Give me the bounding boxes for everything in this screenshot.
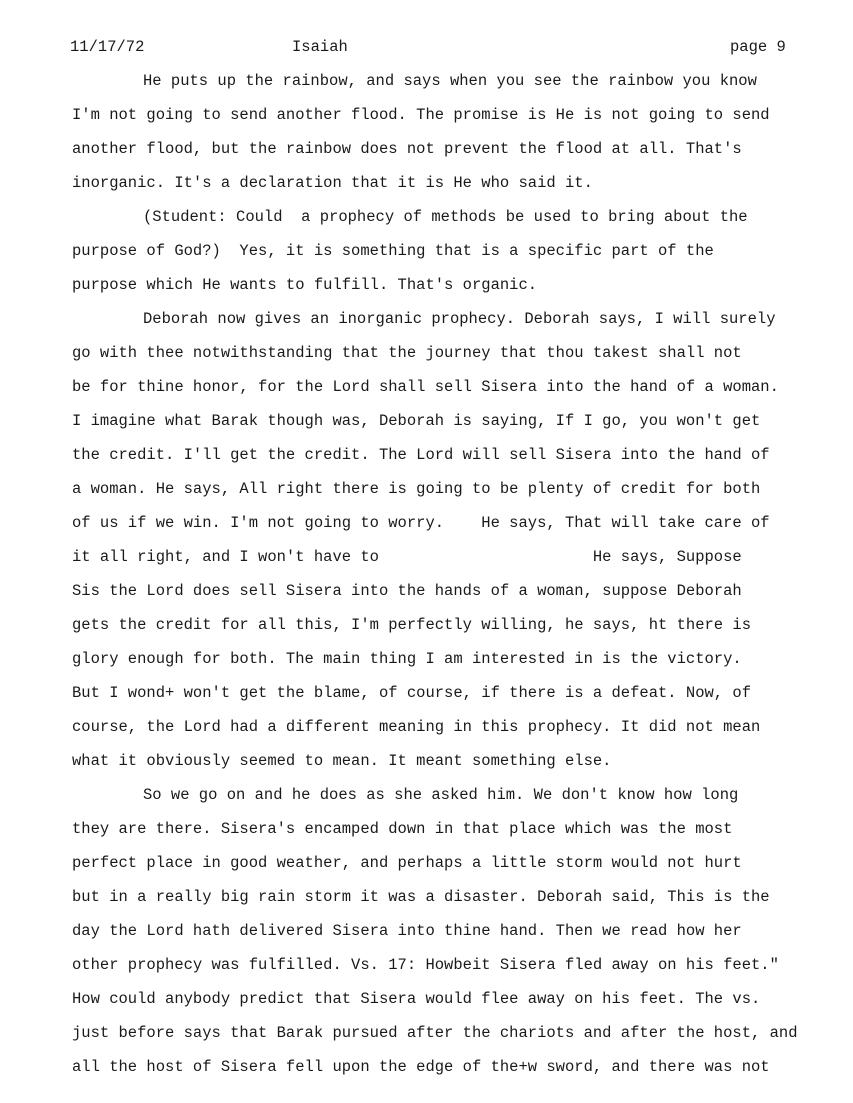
text-line: another flood, but the rainbow does not prevent the flood at all. That's <box>72 140 742 158</box>
text-line: But I wond+ won't get the blame, of course, if there is a defeat. Now, of <box>72 684 752 702</box>
text-line: So we go on and he does as she asked him. We don't know how long <box>143 786 739 804</box>
text-line: I imagine what Barak though was, Deborah is saying, If I go, you won't get <box>72 412 761 430</box>
text-line: day the Lord hath delivered Sisera into thine hand. Then we read how her <box>72 922 742 940</box>
text-line: other prophecy was fulfilled. Vs. 17: Howbeit Sisera fled away on his feet." <box>72 956 779 974</box>
page-header <box>70 38 813 58</box>
text-line: be for thine honor, for the Lord shall sell Sisera into the hand of a woman. <box>72 378 779 396</box>
text-line: all the host of Sisera fell upon the edge of the+w sword, and there was not <box>72 1058 770 1076</box>
text-line: go with thee notwithstanding that the journey that thou takest shall not <box>72 344 742 362</box>
text-line: Deborah now gives an inorganic prophecy. Deborah says, I will surely <box>143 310 776 328</box>
text-line: they are there. Sisera's encamped down in that place which was the most <box>72 820 733 838</box>
text-line: glory enough for both. The main thing I am interested in is the victory. <box>72 650 742 668</box>
text-line: what it obviously seemed to mean. It meant something else. <box>72 752 612 770</box>
text-line: just before says that Barak pursued after the chariots and after the host, and <box>72 1024 798 1042</box>
text-line: a woman. He says, All right there is going to be plenty of credit for both <box>72 480 761 498</box>
text-line: He puts up the rainbow, and says when you see the rainbow you know <box>143 72 757 90</box>
text-line: it all right, and I won't have to He says, Suppose <box>72 548 742 566</box>
text-line: inorganic. It's a declaration that it is He who said it. <box>72 174 593 192</box>
text-line: purpose of God?) Yes, it is something that is a specific part of the <box>72 242 714 260</box>
text-line: I'm not going to send another flood. The promise is He is not going to send <box>72 106 770 124</box>
text-line: Sis the Lord does sell Sisera into the hands of a woman, suppose Deborah <box>72 582 742 600</box>
text-line: the credit. I'll get the credit. The Lord will sell Sisera into the hand of <box>72 446 770 464</box>
text-line: How could anybody predict that Sisera would flee away on his feet. The vs. <box>72 990 761 1008</box>
text-line: gets the credit for all this, I'm perfectly willing, he says, ht there is <box>72 616 752 634</box>
text-line: purpose which He wants to fulfill. That's organic. <box>72 276 538 294</box>
header-title: Isaiah <box>292 38 348 56</box>
text-line: course, the Lord had a different meaning in this prophecy. It did not mean <box>72 718 761 736</box>
header-date: 11/17/72 <box>70 38 145 56</box>
text-line: (Student: Could a prophecy of methods be used to bring about the <box>143 208 748 226</box>
header-page-number: page 9 <box>730 38 786 56</box>
text-line: but in a really big rain storm it was a disaster. Deborah said, This is the <box>72 888 770 906</box>
text-line: of us if we win. I'm not going to worry. He says, That will take care of <box>72 514 770 532</box>
text-line: perfect place in good weather, and perhaps a little storm would not hurt <box>72 854 742 872</box>
